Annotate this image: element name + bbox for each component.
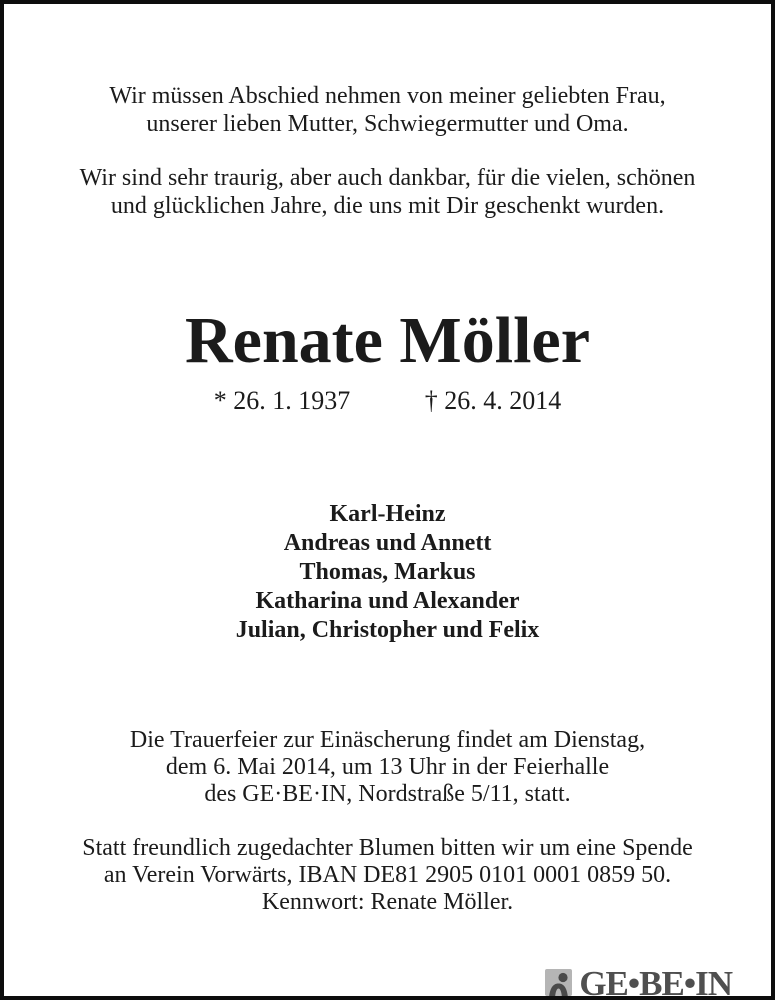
death-date: † 26. 4. 2014 — [424, 386, 562, 415]
funeral-information — [4, 727, 771, 808]
mourner-line: Thomas, Markus — [299, 559, 476, 585]
intro-paragraph-1 — [4, 82, 771, 138]
life-dates — [4, 386, 771, 416]
mourners-list — [4, 500, 771, 645]
funeral-line-1: Die Trauerfeier zur Einäscherung findet am Dienstag, — [129, 727, 646, 753]
intro-1-line-1: Wir müssen Abschied nehmen von meiner geliebten Frau, — [109, 83, 666, 109]
donation-information — [4, 835, 771, 916]
mourner-line: Julian, Christopher und Felix — [235, 617, 540, 643]
mourner-line: Katharina und Alexander — [255, 588, 520, 614]
donation-line-3: Kennwort: Renate Möller. — [261, 889, 514, 915]
mourner-line: Andreas und Annett — [283, 530, 492, 556]
donation-line-1: Statt freundlich zugedachter Blumen bitten wir um eine Spende — [82, 835, 693, 861]
donation-line-2: an Verein Vorwärts, IBAN DE81 2905 0101 0001 0859 50. — [103, 862, 672, 888]
deceased-name: Renate Möller — [185, 304, 590, 377]
birth-date: * 26. 1. 1937 — [213, 386, 351, 415]
intro-2-line-2: und glücklichen Jahre, die uns mit Dir geschenkt wurden. — [110, 193, 665, 219]
gebein-logo-text: GE•BE•IN — [579, 964, 732, 1000]
intro-paragraph-2 — [4, 164, 771, 220]
intro-1-line-2: unserer lieben Mutter, Schwiegermutter und Oma. — [146, 111, 629, 137]
intro-2-line-1: Wir sind sehr traurig, aber auch dankbar, für die vielen, schönen — [79, 165, 696, 191]
funeral-line-2: dem 6. Mai 2014, um 13 Uhr in der Feierhalle — [165, 754, 610, 780]
mourner-line: Karl-Heinz — [329, 501, 446, 527]
gebein-logo — [537, 965, 738, 1000]
funeral-line-3: des GE·BE·IN, Nordstraße 5/11, statt. — [204, 781, 571, 807]
gebein-figure-icon — [544, 968, 574, 1000]
